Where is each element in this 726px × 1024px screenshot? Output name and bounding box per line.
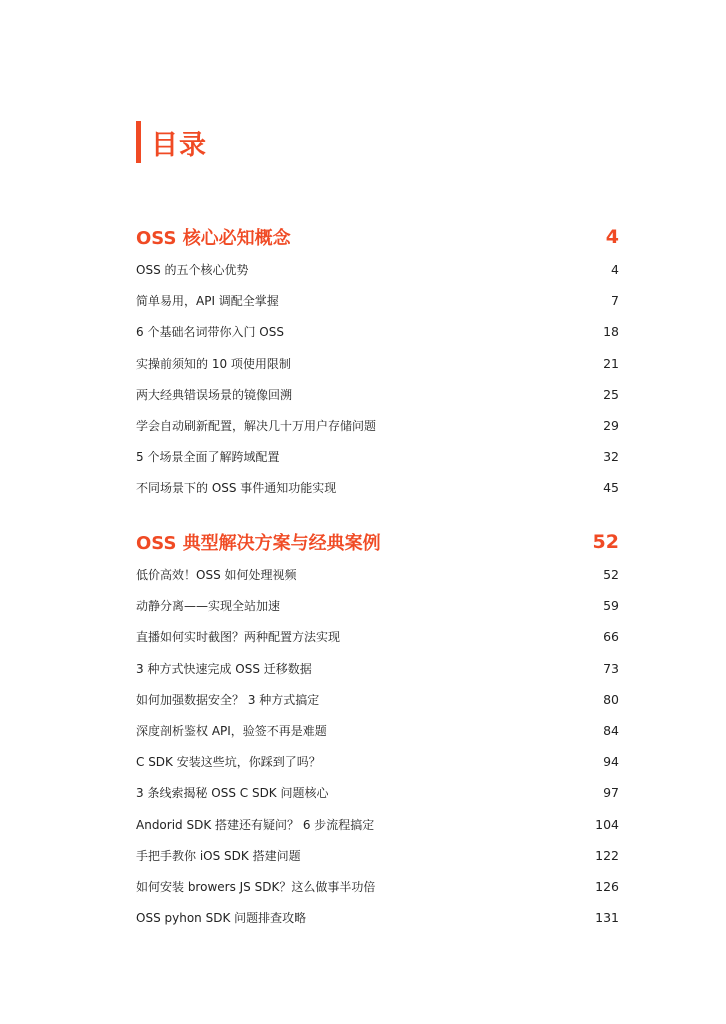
toc-entry[interactable] [136, 559, 619, 590]
toc-entry[interactable] [136, 379, 619, 410]
toc-section-2 [136, 525, 619, 933]
entry-title: 深度剖析鉴权 API，验签不再是难题 [136, 724, 327, 739]
entry-title: 如何加强数据安全？ 3 种方式搞定 [136, 692, 320, 707]
entry-page-number: 66 [603, 629, 619, 645]
entry-title: 低价高效！OSS 如何处理视频 [136, 568, 297, 583]
toc-entry[interactable] [136, 316, 619, 347]
entry-title: Andorid SDK 搭建还有疑问？ 6 步流程搞定 [136, 817, 375, 832]
toc-entry[interactable] [136, 441, 619, 472]
entry-page-number: 126 [595, 878, 619, 894]
entry-title: 不同场景下的 OSS 事件通知功能实现 [136, 481, 337, 496]
section-heading[interactable] [136, 220, 619, 254]
entry-title: 直播如何实时截图？两种配置方法实现 [136, 630, 341, 645]
entry-title: 学会自动刷新配置，解决几十万用户存储问题 [136, 419, 377, 434]
toc-entry[interactable] [136, 840, 619, 871]
entry-title: 手把手教你 iOS SDK 搭建问题 [136, 848, 301, 863]
entry-page-number: 18 [603, 324, 619, 340]
toc-entry[interactable] [136, 254, 619, 285]
toc-entry[interactable] [136, 777, 619, 808]
entry-title: 5 个场景全面了解跨域配置 [136, 450, 280, 465]
toc-entry[interactable] [136, 590, 619, 621]
entry-page-number: 25 [603, 386, 619, 402]
entry-page-number: 52 [603, 567, 619, 583]
entry-page-number: 32 [603, 449, 619, 465]
entry-title: 6 个基础名词带你入门 OSS [136, 325, 284, 340]
section-heading[interactable] [136, 525, 619, 559]
entry-page-number: 80 [603, 691, 619, 707]
toc-entry[interactable] [136, 809, 619, 840]
title-accent-bar [136, 121, 141, 163]
entry-title: C SDK 安装这些坑，你踩到了吗？ [136, 755, 321, 770]
entry-title: 3 条线索揭秘 OSS C SDK 问题核心 [136, 786, 329, 801]
entry-title: 动静分离——实现全站加速 [136, 599, 281, 614]
entry-title: 简单易用，API 调配全掌握 [136, 294, 279, 309]
entry-title: OSS pyhon SDK 问题排查攻略 [136, 911, 307, 926]
entry-page-number: 104 [595, 816, 619, 832]
toc-entry[interactable] [136, 684, 619, 715]
toc-entry[interactable] [136, 348, 619, 379]
toc-entry[interactable] [136, 410, 619, 441]
page-title-block [136, 120, 207, 164]
entry-page-number: 4 [611, 262, 619, 278]
entry-page-number: 7 [611, 293, 619, 309]
toc-entry[interactable] [136, 621, 619, 652]
toc-section-1 [136, 220, 619, 504]
toc-entry[interactable] [136, 653, 619, 684]
entry-title: 实操前须知的 10 项使用限制 [136, 356, 291, 371]
entry-page-number: 29 [603, 418, 619, 434]
entry-title: OSS 的五个核心优势 [136, 263, 249, 278]
entry-title: 如何安装 browers JS SDK？这么做事半功倍 [136, 879, 376, 894]
entry-page-number: 45 [603, 480, 619, 496]
entry-page-number: 84 [603, 723, 619, 739]
entry-page-number: 21 [603, 355, 619, 371]
section-title: OSS 核心必知概念 [136, 228, 291, 249]
entry-page-number: 59 [603, 598, 619, 614]
toc-entry[interactable] [136, 871, 619, 902]
entry-page-number: 73 [603, 660, 619, 676]
entry-page-number: 131 [595, 910, 619, 926]
toc-entry[interactable] [136, 285, 619, 316]
section-page-number: 4 [605, 226, 619, 248]
entry-page-number: 122 [595, 847, 619, 863]
toc-entry[interactable] [136, 902, 619, 933]
section-page-number: 52 [592, 531, 619, 553]
page-title: 目录 [151, 129, 207, 161]
entry-title: 两大经典错误场景的镜像回溯 [136, 387, 293, 402]
entry-title: 3 种方式快速完成 OSS 迁移数据 [136, 661, 312, 676]
entry-page-number: 97 [603, 785, 619, 801]
toc-entry[interactable] [136, 472, 619, 503]
section-title: OSS 典型解决方案与经典案例 [136, 533, 381, 554]
entry-page-number: 94 [603, 754, 619, 770]
toc-entry[interactable] [136, 715, 619, 746]
toc-entry[interactable] [136, 746, 619, 777]
